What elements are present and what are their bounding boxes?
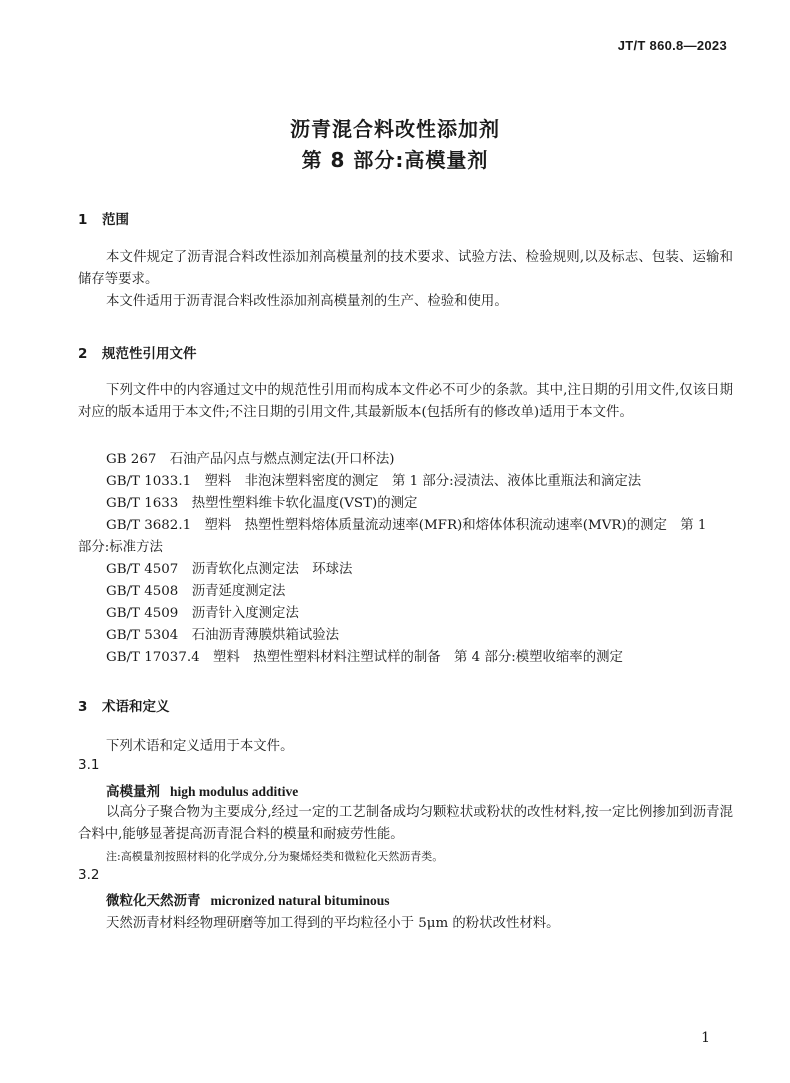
section-title: 范围	[102, 212, 129, 228]
section-heading-terms	[78, 695, 170, 715]
paragraph: 下列术语和定义适用于本文件。	[106, 739, 294, 754]
reference-item: GB 267 石油产品闪点与燃点测定法(开口杯法)	[106, 452, 395, 467]
section-number: 3	[78, 699, 88, 715]
section-number: 1	[78, 212, 88, 228]
reference-item: GB/T 1033.1 塑料 非泡沫塑料密度的测定 第 1 部分:浸渍法、液体比重瓶法和滴定法	[106, 474, 642, 489]
paragraph: 本文件适用于沥青混合料改性添加剂高模量剂的生产、检验和使用。	[106, 294, 508, 309]
term-number: 3.1	[78, 757, 100, 773]
paragraph: 下列文件中的内容通过文中的规范性引用而构成本文件必不可少的条款。其中,注日期的引用文件,仅该日期对应的版本适用于本文件;不注日期的引用文件,其最新版本(包括所有的修改单)适用于本文件。	[78, 383, 733, 420]
standard-number: JT/T 860.8—2023	[617, 38, 727, 53]
document-subtitle: 第 8 部分:高模量剂	[301, 148, 489, 172]
reference-item: GB/T 17037.4 塑料 热塑性塑料材料注塑试样的制备 第 4 部分:模塑收缩率的测定	[106, 650, 623, 665]
section-title: 规范性引用文件	[102, 346, 197, 362]
reference-item: GB/T 4509 沥青针入度测定法	[106, 606, 299, 621]
page-number: 1	[701, 1030, 710, 1046]
section-title: 术语和定义	[102, 699, 170, 715]
reference-item: GB/T 4507 沥青软化点测定法 环球法	[106, 562, 353, 577]
term-name-en: high modulus additive	[170, 784, 299, 799]
term-name	[106, 889, 390, 909]
term-definition: 以高分子聚合物为主要成分,经过一定的工艺制备成均匀颗粒状或粉状的改性材料,按一定比例掺加到沥青混合料中,能够显著提高沥青混合料的模量和耐疲劳性能。	[78, 805, 733, 842]
term-definition: 天然沥青材料经物理研磨等加工得到的平均粒径小于 5μm 的粉状改性材料。	[106, 916, 560, 931]
reference-item: GB/T 5304 石油沥青薄膜烘箱试验法	[106, 628, 340, 643]
reference-item-continuation: 部分:标准方法	[78, 540, 163, 555]
term-note: 注:高模量剂按照材料的化学成分,分为聚烯烃类和微粒化天然沥青类。	[106, 850, 444, 863]
reference-item: GB/T 3682.1 塑料 热塑性塑料熔体质量流动速率(MFR)和熔体体积流动速率(MVR)的测定 第 1	[106, 518, 707, 533]
term-number: 3.2	[78, 867, 100, 883]
section-heading-scope	[78, 208, 129, 228]
term-name	[106, 780, 298, 800]
term-name-zh: 微粒化天然沥青	[106, 893, 201, 909]
paragraph: 本文件规定了沥青混合料改性添加剂高模量剂的技术要求、试验方法、检验规则,以及标志、包装、运输和储存等要求。	[78, 250, 733, 287]
term-name-zh: 高模量剂	[106, 784, 160, 800]
document-title: 沥青混合料改性添加剂	[290, 117, 500, 141]
reference-item: GB/T 4508 沥青延度测定法	[106, 584, 286, 599]
section-number: 2	[78, 346, 88, 362]
section-heading-normative-references	[78, 342, 197, 362]
term-name-en: micronized natural bituminous	[210, 893, 390, 908]
reference-item: GB/T 1633 热塑性塑料维卡软化温度(VST)的测定	[106, 496, 418, 511]
